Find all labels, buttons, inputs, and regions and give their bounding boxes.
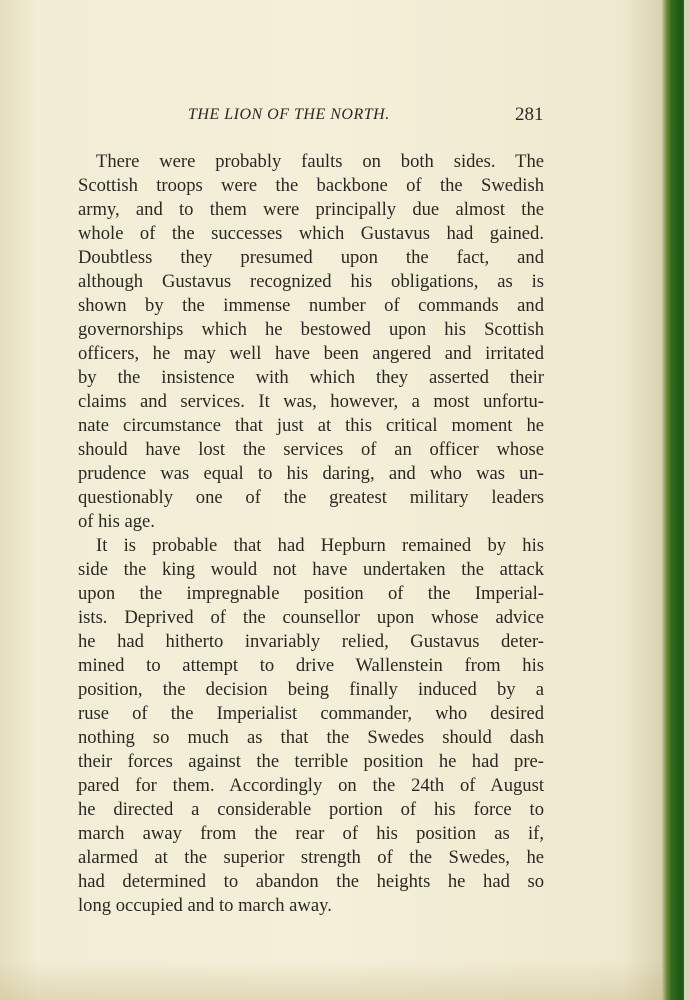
text-line: prudence was equal to his daring, and who was un- [78,463,544,484]
text-line: of his age. [78,511,155,532]
text-line: nate circumstance that just at this critical moment he [78,415,544,436]
text-line: There were probably faults on both sides. The [96,151,544,172]
text-line: It is probable that had Hepburn remained by his [96,535,544,556]
text-line: claims and services. It was, however, a most unfortu- [78,391,544,412]
text-line: upon the impregnable position of the Imperial- [78,583,544,604]
running-head-title: THE LION OF THE NORTH. [188,106,390,123]
text-line: long occupied and to march away. [78,895,332,916]
text-line: army, and to them were principally due almost the [78,199,544,220]
text-line: he had hitherto invariably relied, Gustavus deter- [78,631,544,652]
text-line: by the insistence with which they asserted their [78,367,544,388]
text-line: although Gustavus recognized his obligations, as is [78,271,544,292]
text-line: position, the decision being finally induced by a [78,679,544,700]
text-line: governorships which he bestowed upon his Scottish [78,319,544,340]
text-line: nothing so much as that the Swedes should dash [78,727,544,748]
text-line: ists. Deprived of the counsellor upon whose advice [78,607,544,628]
text-line: ruse of the Imperialist commander, who desired [78,703,544,724]
text-line: he directed a considerable portion of his force to [78,799,544,820]
text-line: march away from the rear of his position as if, [78,823,544,844]
text-line: Doubtless they presumed upon the fact, and [78,247,544,268]
text-line: had determined to abandon the heights he had so [78,871,544,892]
text-line: pared for them. Accordingly on the 24th of August [78,775,544,796]
text-line: Scottish troops were the backbone of the Swedish [78,175,544,196]
text-line: side the king would not have undertaken the attack [78,559,544,580]
text-line: mined to attempt to drive Wallenstein from his [78,655,544,676]
text-line: questionably one of the greatest military leaders [78,487,544,508]
text-line: officers, he may well have been angered and irritated [78,343,544,364]
page-number: 281 [515,104,544,125]
page-edge [684,0,689,1000]
text-line: alarmed at the superior strength of the Swedes, he [78,847,544,868]
text-line: should have lost the services of an officer whose [78,439,544,460]
text-line: shown by the immense number of commands and [78,295,544,316]
text-line: whole of the successes which Gustavus had gained. [78,223,544,244]
text-line: their forces against the terrible position he had pre- [78,751,544,772]
body-text [78,150,544,918]
